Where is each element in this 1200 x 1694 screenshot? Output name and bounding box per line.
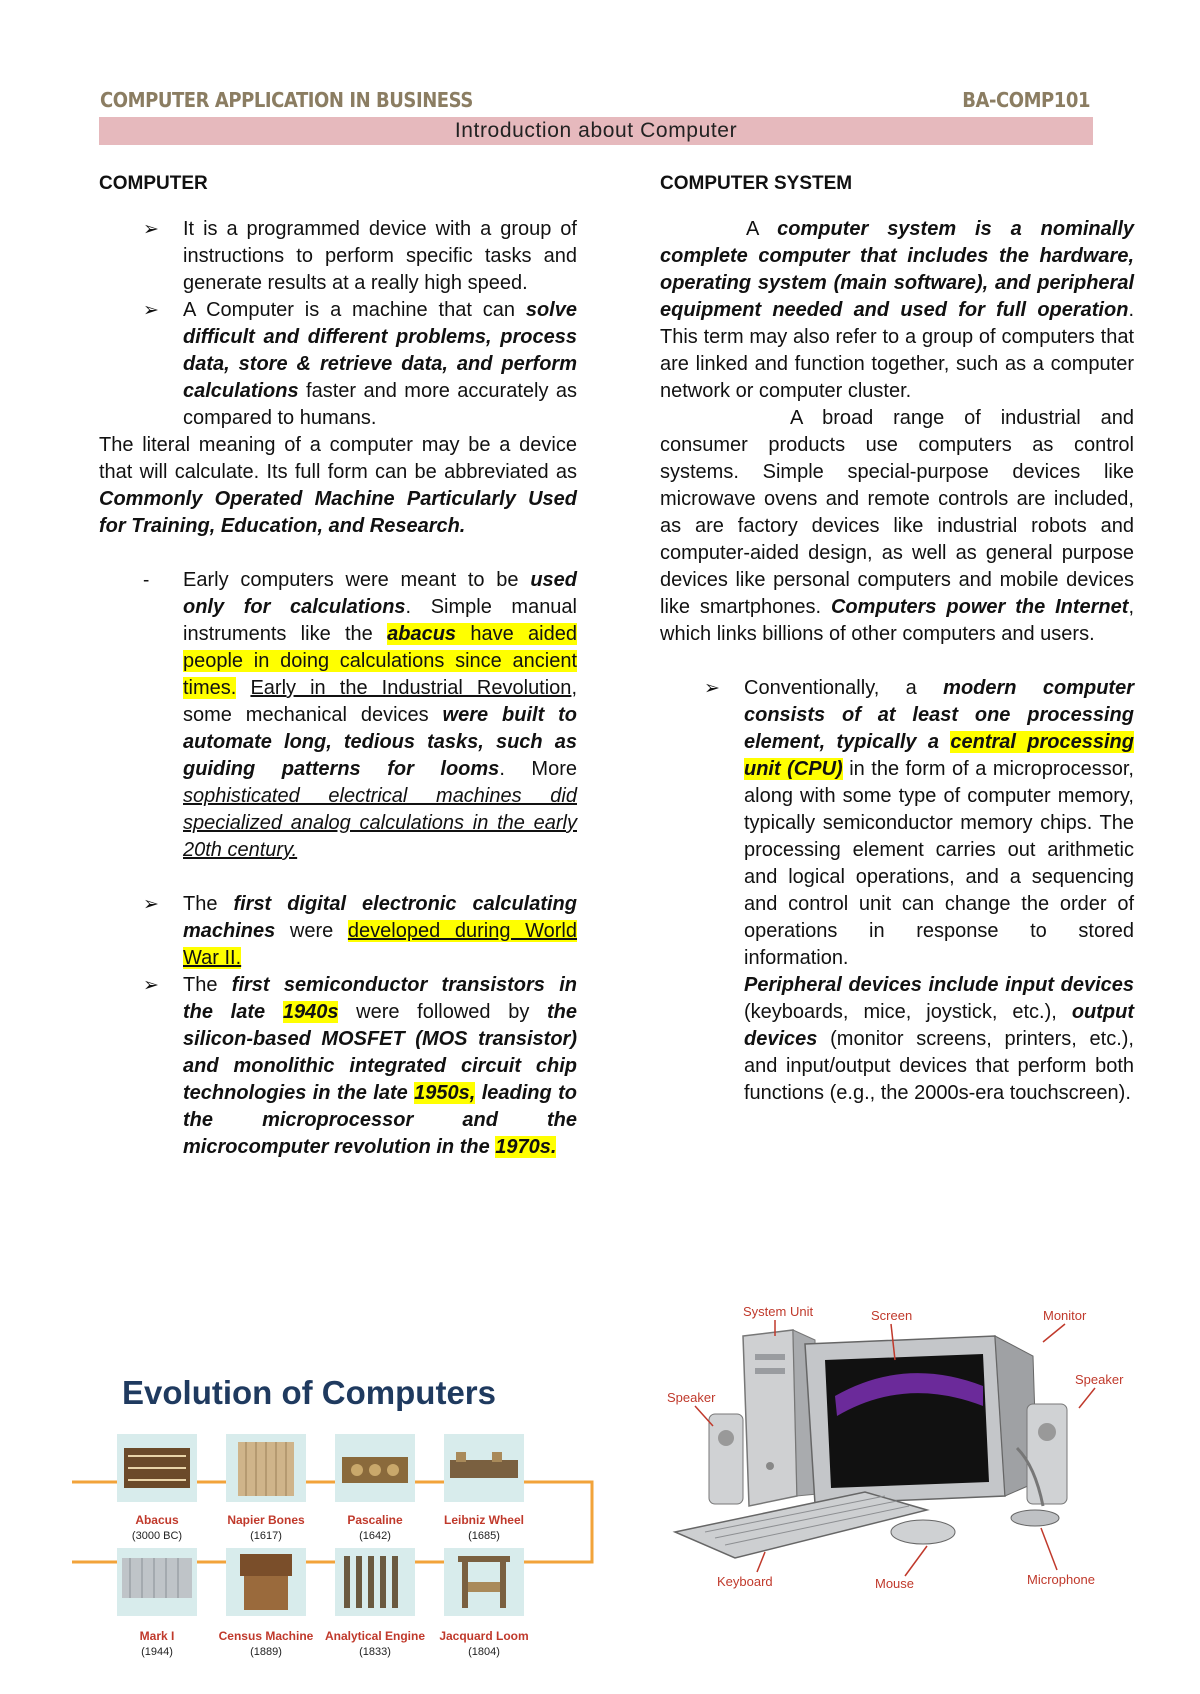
literal-meaning-paragraph: The literal meaning of a computer may be a device that will calculate. Its full form can be abbreviated as Commonly Operated Machine Particularly Used for Training, Education, and Research. bbox=[99, 434, 577, 537]
evo-year: (1642) bbox=[359, 1530, 391, 1542]
left-column bbox=[99, 170, 577, 1161]
evo-year: (1889) bbox=[250, 1646, 282, 1658]
bullet-emphasis: solve difficult and different problems, process data, store & retrieve data, and perform calculations bbox=[183, 299, 577, 402]
bullet-text: It is a programmed device with a group of instructions to perform specific tasks and generate results at a really high speed. bbox=[183, 218, 577, 294]
bullet-item: ➢ The first semiconductor transistors in the late 1940s were followed by the silicon-based MOSFET (MOS transistor) and monolithic integrated circuit chip technologies in the late 1950s, leading to the microprocessor and the microcomputer revolution in the 1970s. bbox=[143, 974, 578, 1158]
thumb-jacquard-loom-icon bbox=[444, 1548, 524, 1616]
evo-year: (1685) bbox=[468, 1530, 500, 1542]
label-keyboard: Keyboard bbox=[717, 1574, 773, 1589]
bullet-text: faster and more accurately as compared to humans. bbox=[183, 380, 577, 429]
arrow-bullet-icon: ➢ bbox=[704, 678, 720, 699]
acronym-expansion: Commonly Operated Machine Particularly Used for Training, Education, and Research. bbox=[99, 488, 577, 537]
label-screen: Screen bbox=[871, 1308, 913, 1323]
highlight-text: have aided people in doing calculations since ancient times. bbox=[183, 623, 577, 699]
mouse-icon bbox=[891, 1520, 955, 1544]
label-monitor: Monitor bbox=[1043, 1308, 1087, 1323]
highlight-cpu: central processing unit (CPU) bbox=[744, 731, 1134, 780]
modern-computer-bullets bbox=[660, 675, 1134, 1107]
highlight-abacus: abacus bbox=[387, 623, 457, 645]
course-title: COMPUTER APPLICATION IN BUSINESS bbox=[100, 88, 473, 112]
dash-bullet-icon: - bbox=[143, 570, 150, 591]
evo-label: Abacus bbox=[135, 1513, 179, 1527]
bullet-item: ➢ Conventionally, a modern computer consists of at least one processing element, typically a central processing unit (CPU) in the form of a microprocessor, along with some type of computer memory, typically semiconductor memory chips. The processing element carries out arithmetic and logical operations, and a sequencing and control unit can change the order of operations in response to stored information. Peripheral devices include input devices (keyboards, mice, joystick, etc.), output devices (monitor screens, printers, etc.), and input/output devices that perform both functions (e.g., the 2000s-era touchscreen). bbox=[704, 677, 1134, 1104]
speaker-left-icon bbox=[709, 1414, 743, 1504]
evolution-figure bbox=[72, 1362, 612, 1662]
evo-year: (1833) bbox=[359, 1646, 391, 1658]
milestone-bullets bbox=[99, 891, 577, 1161]
label-speaker-right: Speaker bbox=[1075, 1372, 1124, 1387]
computer-system-figure bbox=[665, 1296, 1145, 1591]
right-column bbox=[660, 170, 1134, 1107]
evo-label: Napier Bones bbox=[227, 1513, 305, 1527]
thumb-abacus-icon bbox=[117, 1434, 197, 1502]
bullet-item bbox=[99, 297, 577, 432]
arrow-bullet-icon: ➢ bbox=[143, 219, 159, 240]
evo-year: (1944) bbox=[141, 1646, 173, 1658]
arrow-bullet-icon: ➢ bbox=[143, 975, 159, 996]
evolution-diagram bbox=[72, 1362, 612, 1662]
bullet-text: A Computer is a machine that can bbox=[183, 299, 526, 321]
label-mouse: Mouse bbox=[875, 1576, 915, 1591]
left-heading: COMPUTER bbox=[99, 173, 208, 194]
evolution-title: Evolution of Computers bbox=[122, 1374, 496, 1411]
evo-label: Jacquard Loom bbox=[439, 1629, 529, 1643]
highlight-ww2: developed during World War II. bbox=[183, 920, 577, 969]
computer-bullets bbox=[99, 216, 577, 432]
control-systems-paragraph: A broad range of industrial and consumer products use computers as control systems. Simple special-purpose devices like microwave ovens and remote controls are included, as are factory devices like industrial robots and computer-aided design, as well as general purpose devices like personal computers and mobile devices like smartphones. Computers power the Internet, which links billions of other computers and users. bbox=[660, 407, 1134, 645]
evo-label: Leibniz Wheel bbox=[443, 1513, 525, 1527]
thumb-napier-bones-icon bbox=[226, 1434, 306, 1502]
thumb-leibniz-wheel-icon bbox=[444, 1434, 524, 1502]
arrow-bullet-icon: ➢ bbox=[143, 894, 159, 915]
evo-year: (3000 BC) bbox=[131, 1530, 183, 1542]
computer-diagram bbox=[665, 1296, 1145, 1591]
history-bullets bbox=[99, 567, 577, 864]
monitor-icon bbox=[805, 1336, 1037, 1504]
label-microphone: Microphone bbox=[1027, 1572, 1095, 1587]
computer-system-paragraph: A computer system is a nominally complete computer that includes the hardware, operating system (main software), and peripheral equipment needed and used for full operation. This term may also refer to a group of computers that are linked and function together, such as a computer network or computer cluster. bbox=[660, 218, 1135, 402]
evo-label: Mark I bbox=[139, 1629, 175, 1643]
arrow-bullet-icon: ➢ bbox=[143, 300, 159, 321]
subtitle-band: Introduction about Computer bbox=[99, 117, 1093, 145]
thumb-analytical-engine-icon bbox=[335, 1548, 415, 1616]
course-code: BA-COMP101 bbox=[962, 88, 1090, 112]
bullet-item bbox=[99, 216, 577, 297]
thumb-mark-i-icon bbox=[117, 1548, 197, 1616]
label-speaker-left: Speaker bbox=[667, 1390, 716, 1405]
thumb-pascaline-icon bbox=[335, 1434, 415, 1502]
evo-label: Pascaline bbox=[347, 1513, 403, 1527]
thumb-census-machine-icon bbox=[226, 1548, 306, 1616]
evo-label: Census Machine bbox=[218, 1629, 314, 1643]
label-system-unit: System Unit bbox=[743, 1304, 814, 1319]
dash-item: - Early computers were meant to be used only for calculations. Simple manual instruments like the abacus have aided people in doing calculations since ancient times. Early in the Industrial Revolution, some mechanical devices were built to automate long, tedious tasks, such as guiding patterns for looms. More sophisticated electrical machines did specialized analog calculations in the early 20th century. bbox=[143, 569, 577, 861]
right-heading: COMPUTER SYSTEM bbox=[660, 173, 853, 194]
bullet-item: ➢ The first digital electronic calculating machines were developed during World War II. bbox=[143, 893, 577, 969]
evo-year: (1617) bbox=[250, 1530, 282, 1542]
evo-label: Analytical Engine bbox=[324, 1629, 426, 1643]
speaker-right-icon bbox=[1027, 1404, 1067, 1504]
evo-year: (1804) bbox=[468, 1646, 500, 1658]
